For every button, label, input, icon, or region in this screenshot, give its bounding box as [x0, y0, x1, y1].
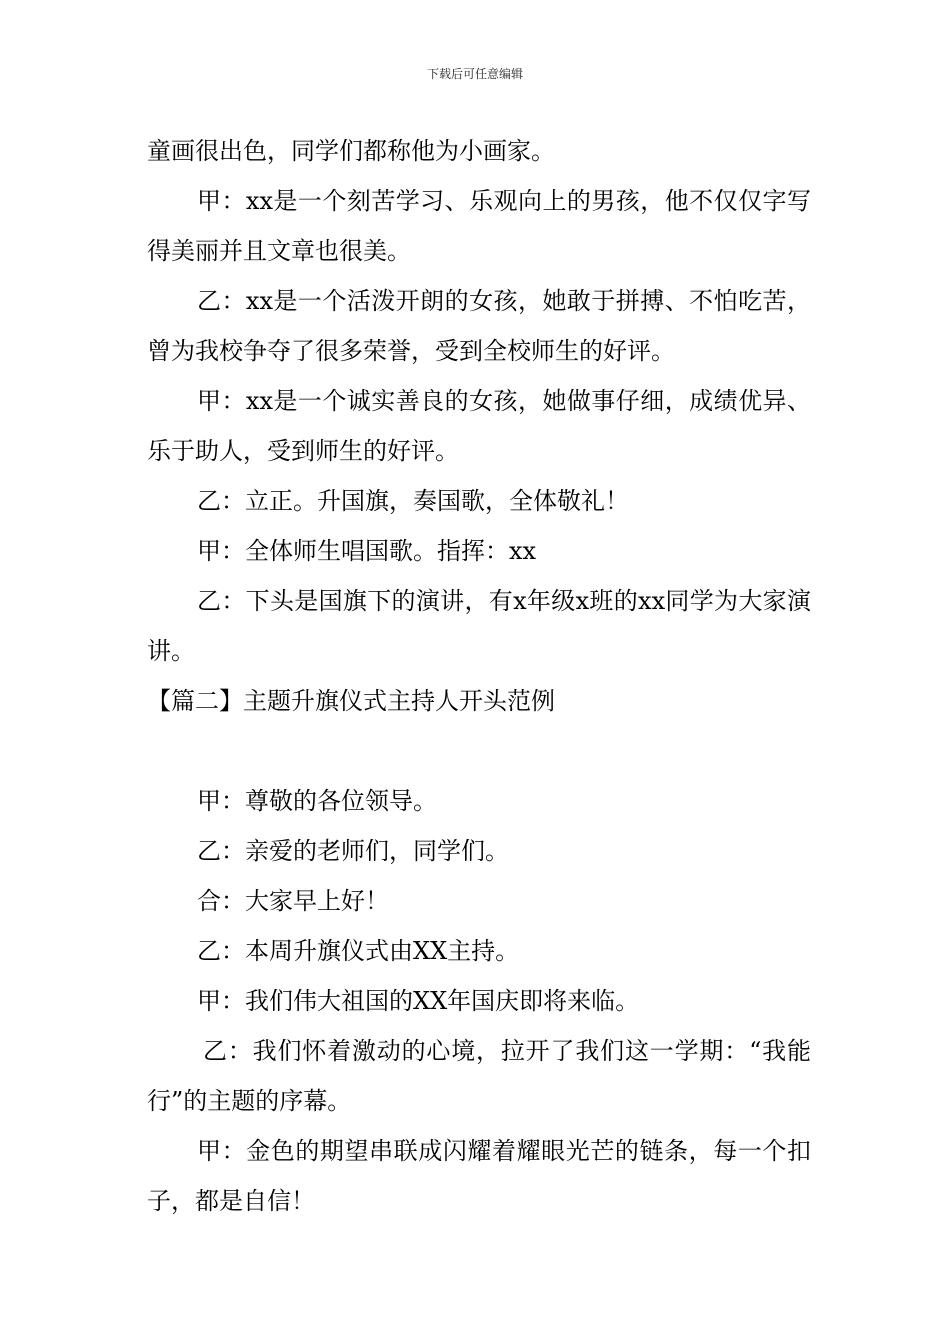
paragraph: 童画很出色，同学们都称他为小画家。: [147, 137, 555, 165]
paragraph: 乙：立正。升国旗，奏国歌，全体敬礼！: [197, 487, 629, 515]
paragraph: 甲：xx是一个刻苦学习、乐观向上的男孩，他不仅仅字写得美丽并且文章也很美。: [147, 187, 811, 265]
blank-line: [147, 726, 811, 776]
document-body: [147, 126, 811, 1226]
paragraph: 甲：尊敬的各位领导。: [197, 787, 437, 815]
paragraph: 乙：我们怀着激动的心境，拉开了我们这一学期：“我能行”的主题的序幕。: [147, 1037, 811, 1115]
paragraph: 乙：本周升旗仪式由XX主持。: [197, 937, 520, 965]
paragraph: 甲：我们伟大祖国的XX年国庆即将来临。: [197, 987, 640, 1015]
paragraph: 乙：xx是一个活泼开朗的女孩，她敢于拼搏、不怕吃苦，曾为我校争夺了很多荣誉，受到全校师生的好评。: [147, 287, 811, 365]
paragraph: 乙：下头是国旗下的演讲，有x年级x班的xx同学为大家演讲。: [147, 587, 811, 665]
paragraph: 合：大家早上好！: [197, 887, 389, 915]
section-heading: 【篇二】主题升旗仪式主持人开头范例: [147, 687, 555, 715]
page-header: 下载后可任意编辑: [426, 67, 523, 81]
paragraph: 甲：全体师生唱国歌。指挥：xx: [197, 537, 537, 565]
paragraph: 甲：金色的期望串联成闪耀着耀眼光芒的链条，每一个扣子，都是自信！: [147, 1137, 811, 1215]
paragraph: 乙：亲爱的老师们，同学们。: [197, 837, 509, 865]
paragraph: 甲：xx是一个诚实善良的女孩，她做事仔细，成绩优异、乐于助人，受到师生的好评。: [147, 387, 811, 465]
